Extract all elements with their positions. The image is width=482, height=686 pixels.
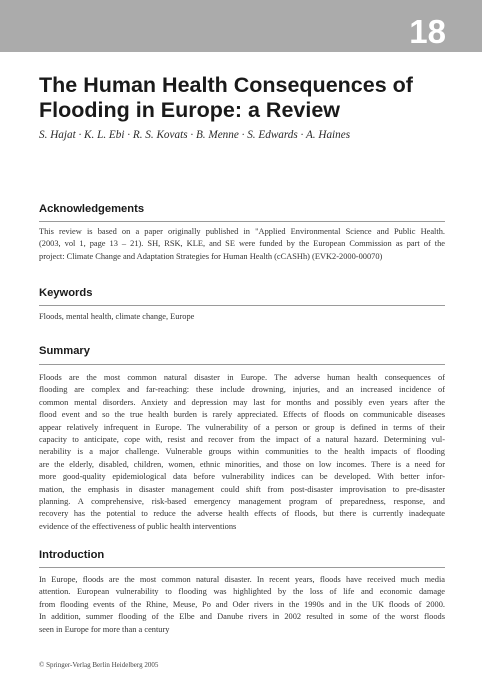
text-line: appear relatively infrequent in Europe. The vulnerability of a person or group is defined in terms of their (39, 422, 445, 432)
text-line: Floods, mental health, climate change, Europe (39, 312, 195, 321)
text-line: This review is based on a paper originally published in "Applied Environmental Science and Public Health. (39, 227, 445, 236)
text-line: capacity to anticipate, cope with, resist and recover from the impact of a natural hazard. Determining vul- (39, 435, 445, 445)
text-line: project: Climate Change and Adaptation Strategies for Human Health (cCASHh) (EVK2-2000-00070) (39, 251, 383, 261)
text-line: from flooding events of the Rhine, Meuse, Po and Oder rivers in the 1990s and in the UK floods of 2000. (39, 599, 445, 609)
title-line: Flooding in Europe: a Review (39, 98, 341, 122)
chapter-header-bar (0, 0, 482, 52)
page-title (39, 73, 459, 123)
text-line: seen in Europe for more than a century (39, 624, 170, 634)
text-line: common mental disorders. Anxiety and depression may last for months and possibly even years after the (39, 397, 445, 407)
title-line: The Human Health Consequences of (39, 73, 413, 97)
section-divider (39, 305, 445, 306)
text-line: flood event and so the true health burden is rarely appreciated. Effects of floods on communicable diseases (39, 410, 445, 420)
text-line: recovery has the potential to reduce the adverse health effects of floods, but there is currently inadequate (39, 509, 445, 519)
text-line: are the elderly, disabled, children, women, ethnic minorities, and those on low incomes. There is a need for (39, 459, 445, 469)
introduction-text (39, 574, 445, 636)
text-line: evidence of the effectiveness of public health interventions (39, 521, 237, 531)
text-line: attention. European vulnerability to flooding was highlighted by the loss of life and economic damage (39, 587, 445, 597)
chapter-number: 18 (409, 13, 446, 50)
text-line: more good-quality epidemiological data before vulnerability indices can be developed. With better infor- (39, 472, 445, 482)
text-line: flooding are complex and far-reaching: these include drowning, injuries, and an increased incidence of (39, 385, 445, 395)
section-divider (39, 364, 445, 365)
text-line: (2003, vol 1, page 13 – 21). SH, RSK, KLE, and SE were funded by the European Commission as part of the (39, 239, 445, 249)
section-divider (39, 567, 445, 568)
keywords-heading: Keywords (39, 287, 93, 299)
copyright-footer: © Springer-Verlag Berlin Heidelberg 2005 (39, 661, 159, 669)
text-line: Floods are the most common natural disaster in Europe. The adverse human health consequences of (39, 373, 445, 382)
summary-heading: Summary (39, 345, 90, 357)
text-line: nerability is a major challenge. Vulnerable groups within communities to the health impacts of flooding (39, 447, 445, 457)
acknowledgements-heading: Acknowledgements (39, 203, 145, 215)
text-line: mation, the emphasis in disaster management could shift from post-disaster improvisation to pre-disaster (39, 484, 445, 494)
keywords-text (39, 311, 445, 323)
text-line: In Europe, floods are the most common natural disaster. In recent years, floods have received much media (39, 575, 445, 584)
summary-text (39, 372, 445, 533)
text-line: planning. A comprehensive, risk-based emergency management program of preparedness, response, and (39, 497, 445, 507)
section-divider (39, 221, 445, 222)
acknowledgements-text (39, 226, 445, 263)
introduction-heading: Introduction (39, 549, 105, 561)
text-line: In addition, summer flooding of the Elbe and Danube rivers in 2002 resulted in some of the worst floods (39, 612, 445, 622)
author-list: S. Hajat · K. L. Ebi · R. S. Kovats · B. Menne · S. Edwards · A. Haines (39, 129, 351, 141)
